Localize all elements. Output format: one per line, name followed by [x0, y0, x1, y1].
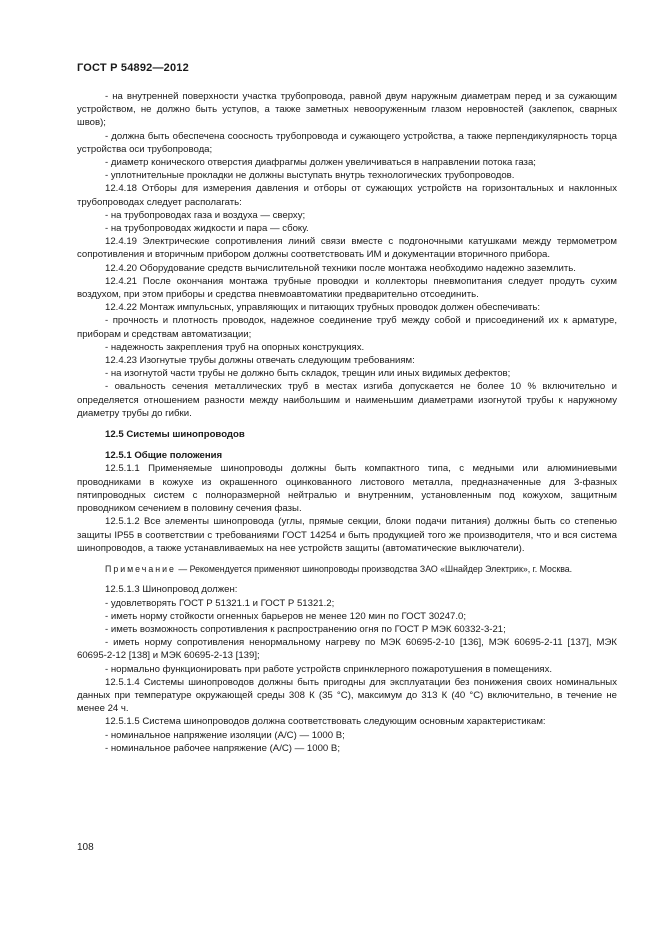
paragraph: - на трубопроводах жидкости и пара — сбоку. — [105, 223, 309, 235]
paragraph: - на трубопроводах газа и воздуха — сверху; — [105, 209, 306, 221]
paragraph: - иметь норму стойкости огненных барьеров не менее 120 мин по ГОСТ 30247.0; — [105, 610, 467, 622]
paragraph: - на внутренней поверхности участка трубопровода, равной двум наружным диаметрам перед и за сужающим устройством, не должно быть уступов, а также заметных невооруженным глазом неровностей (заклепок, сварных швов); — [77, 91, 617, 129]
page-content — [77, 90, 617, 755]
note — [77, 563, 617, 576]
section-heading: 12.5 Системы шинопроводов — [105, 429, 245, 441]
paragraph: - прочность и плотность проводок, надежное соединение труб между собой и присоединений их к арматуре, приборам и средствам автоматизации; — [77, 315, 617, 340]
paragraph: - диаметр конического отверстия диафрагмы должен увеличиваться в направлении потока газа; — [105, 157, 536, 169]
paragraph: 12.5.1.5 Система шинопроводов должна соответствовать следующим основным характеристикам: — [105, 716, 546, 728]
note-text: — Рекомендуется применяют шинопроводы производства ЗАО «Шнайдер Электрик», г. Москва. — [175, 563, 573, 574]
paragraph: - удовлетворять ГОСТ Р 51321.1 и ГОСТ Р 51321.2; — [105, 597, 335, 609]
paragraph: 12.4.19 Электрические сопротивления линий связи вместе с подгоночными катушками между термометром сопротивления и вторичным прибором должны соответствовать ИМ и документации вторичного прибора. — [77, 236, 617, 261]
paragraph: 12.5.1.2 Все элементы шинопровода (углы, прямые секции, блоки подачи питания) должны быть со степенью защиты IP55 в соответствии с требованиями ГОСТ 14254 и быть продукцией того же производителя, что и вся система шинопроводов, а также устанавливаемых на нее устройств защиты (автоматические выключатели). — [77, 516, 617, 554]
paragraph: - уплотнительные прокладки не должны выступать внутрь технологических трубопроводов. — [105, 170, 515, 182]
paragraph: - надежность закрепления труб на опорных конструкциях. — [105, 341, 365, 353]
subsection-heading: 12.5.1 Общие положения — [105, 450, 223, 462]
paragraph: 12.4.20 Оборудование средств вычислительной техники после монтажа необходимо надежно заземлить. — [105, 262, 576, 274]
note-label: Примечание — [105, 563, 176, 574]
paragraph: 12.5.1.3 Шинопровод должен: — [105, 584, 238, 596]
paragraph: 12.4.22 Монтаж импульсных, управляющих и питающих трубных проводок должен обеспечивать: — [105, 302, 541, 314]
paragraph: - номинальное рабочее напряжение (А/С) — 1000 В; — [105, 742, 340, 754]
paragraph: 12.5.1.1 Применяемые шинопроводы должны быть компактного типа, с медными или алюминиевыми проводниками в кожухе из окрашенного оцинкованного листового металла, предназначенные для 3-фазных пятипроводных систем с полноразмерной нейтралью и внутренним, установленным под кожухом, защитным проводником сечением в половину сечения фазы. — [77, 463, 617, 515]
paragraph: - овальность сечения металлических труб в местах изгиба допускается не более 10 % включительно и определяется отношением разности между наибольшим и наименьшим диаметрами изогнутой трубы к наружному диаметру трубы до гибки. — [77, 381, 617, 419]
page-number: 108 — [77, 842, 94, 853]
page-header-title: ГОСТ Р 54892—2012 — [77, 62, 189, 74]
paragraph: - иметь норму сопротивления ненормальному нагреву по МЭК 60695-2-10 [136], МЭК 60695-2-11 [137], МЭК 60695-2-12 [138] и МЭК 60695-2-13 [139]; — [77, 637, 617, 662]
paragraph: - на изогнутой части трубы не должно быть складок, трещин или иных видимых дефектов; — [105, 368, 511, 380]
paragraph: 12.4.21 После окончания монтажа трубные проводки и коллекторы пневмопитания следует продуть сухим воздухом, при этом приборы и средства пневмоавтоматики предварительно отсоединить. — [77, 275, 617, 301]
paragraph: 12.4.23 Изогнутые трубы должны отвечать следующим требованиям: — [105, 355, 415, 367]
paragraph: 12.4.18 Отборы для измерения давления и отборы от сужающих устройств на горизонтальных и наклонных трубопроводах следует располагать: — [77, 183, 617, 208]
paragraph: 12.5.1.4 Системы шинопроводов должны быть пригодны для эксплуатации без понижения своих номинальных данных при температуре окружающей среды 308 К (35 °С), максимум до 313 К (40 °С) включительно, в течение не менее 24 ч. — [77, 676, 617, 715]
paragraph: - иметь возможность сопротивления к распространению огня по ГОСТ Р МЭК 60332-3-21; — [105, 624, 506, 636]
paragraph: - номинальное напряжение изоляции (А/С) — 1000 В; — [105, 729, 345, 741]
paragraph: - должна быть обеспечена соосность трубопровода и сужающего устройства, а также перпендикулярность торца устройства оси трубопровода; — [77, 130, 617, 155]
paragraph: - нормально функционировать при работе устройств спринклерного пожаротушения в помещениях. — [105, 663, 553, 675]
